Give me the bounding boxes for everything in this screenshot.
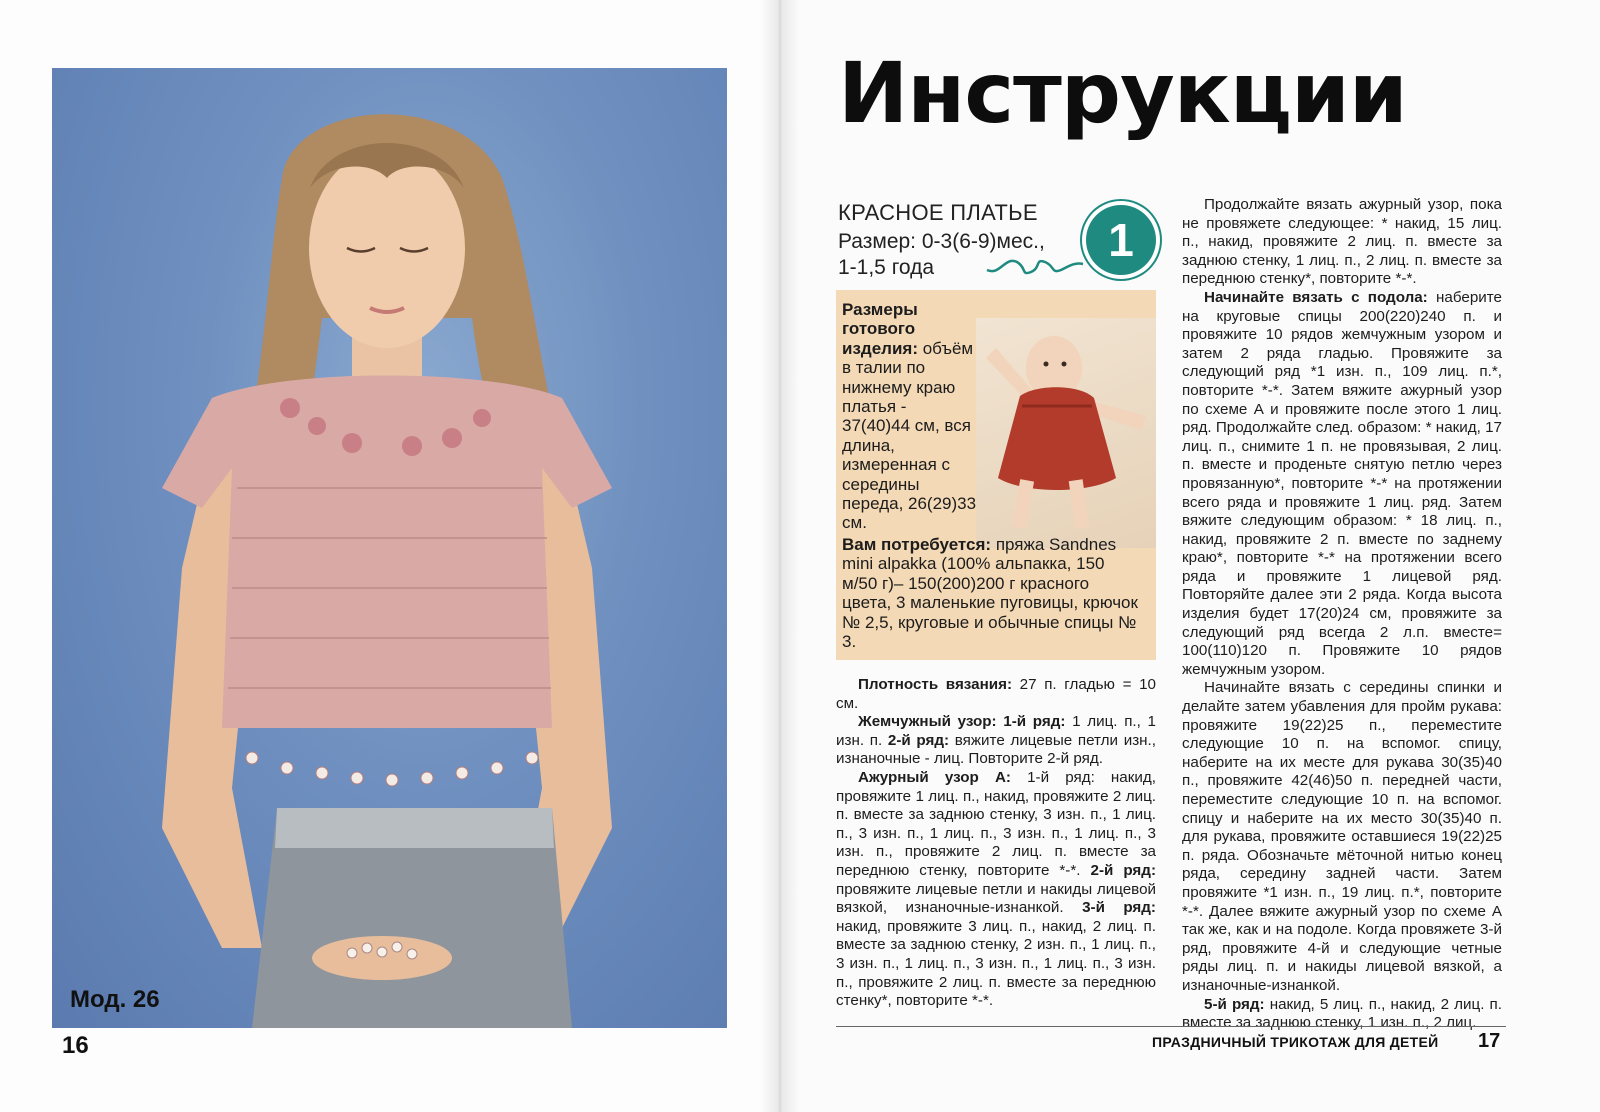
book-gutter [760,0,800,1112]
lace-pattern-paragraph [836,769,1156,1011]
sizes-heading: Размеры готового изделия: [842,300,918,358]
pearl-row2-text: вяжите лицевые петли изн., изнаночные - лиц. Повторите 2-й ряд. [836,731,1156,768]
pattern-size-line1: Размер: 0-3(6-9)мес., [838,230,1045,253]
hem-label: Начинайте вязать с подола: [1204,288,1428,306]
lace-text1: 1-й ряд: накид, провяжите 1 лиц. п., накид, провяжите 2 лиц. п. вместе за заднюю стенку, 3 изн. п., 1 лиц. п., 3 изн. п., 1 лиц. п., 3 изн. п., 1 лиц. п., 3 изн. п., провяжите 2 лиц. п. вместе за переднюю стенку, повторите *-*. [836,768,1156,879]
sizes-text: объём в талии по нижнему краю платья - 37(40)44 см, вся длина, измеренная с середины переда, 26(29)33 см. [842,338,977,533]
pattern-number-badge: 1 [1086,205,1156,275]
row5-text: накид, 5 лиц. п., накид, 2 лиц. п. вместе за заднюю стенку, 1 изн. п., 2 лиц. [1182,995,1502,1032]
page-title: Инструкции [838,44,1407,142]
pearl-row1-text: 1 лиц. п., 1 изн. п. [836,713,1156,749]
materials-heading: Вам потребуется: [842,534,992,554]
model-label: Мод. 26 [70,986,160,1013]
footer-divider [836,1026,1506,1027]
info-box [836,290,1156,660]
pattern-size-line2: 1-1,5 года [838,256,935,279]
pearl-row2-label: 2-й ряд: [887,731,950,749]
lace-row2-text: провяжите лицевые петли и накиды лицевой вязкой, изнаночные-изнанкой. [836,880,1156,917]
instructions-column-right [1182,196,1502,1033]
left-page [0,0,780,1112]
page-number-right: 17 [1478,1030,1501,1052]
pearl-label: Жемчужный узор: [858,713,997,731]
info-text [842,300,1142,651]
pearl-row1-label: 1-й ряд: [1003,713,1066,731]
instructions-column-left [836,676,1156,1011]
model-photo [52,68,727,1028]
magazine-footer-title: ПРАЗДНИЧНЫЙ ТРИКОТАЖ ДЛЯ ДЕТЕЙ [1152,1034,1439,1050]
row5-label: 5-й ряд: [1204,995,1265,1013]
pattern-name: КРАСНОЕ ПЛАТЬЕ [838,200,1038,225]
continue-paragraph: Продолжайте вязать ажурный узор, пока не провяжете следующее: * накид, 15 лиц. п., накид, провяжите 2 лиц. п. вместе за заднюю стенку, 1 лиц. п., 2 лиц. п. вместе за переднюю стенку*, повторите *-*. [1182,196,1502,288]
lace-row2-label: 2-й ряд: [1090,861,1156,879]
hem-text: наберите на круговые спицы 200(220)240 п. и провяжите 10 рядов жемчужным узором и затем 2 ряда гладью. Провяжите за следующий ряд *1 изн. п., 109 лиц. п.*, повторите *-*. Затем вяжите ажурный узор по схеме А и провяжите после этого 1 лиц. ряд. Продолжайте след. образом: * накид, 17 лиц. п., снимите 1 п. не провязывая, 2 лиц. п. вместе и проденьте снятую петлю через провязанную*, повторите *-* на протяжении всего ряда и провяжите 1 лиц. ряд. Затем вяжите следующим образом: * 18 лиц. п., накид, провяжите 2 п. вместе по заднему краю*, повторите *-* на протяжении всего ряда и провяжите 1 лицевой ряд. Повторяйте далее эти 2 ряда. Когда высота изделия будет 17(20)24 см, провяжите за следующий ряд всегда 2 л.п. вместе= 100(110)120 п. Провяжите 10 рядов жемчужным узором. [1182,288,1502,678]
density-text: 27 п. гладью = 10 см. [836,676,1156,712]
page-number-left: 16 [62,1032,89,1059]
pearl-pattern-paragraph [836,713,1156,769]
lace-row3-text: накид, провяжите 3 лиц. п., накид, 2 лиц. п. вместе за заднюю стенку, 2 изн. п., 1 лиц. п., 3 изн. п., 1 лиц. п., 3 изн. п., 1 лиц. п., 3 изн. п., провяжите 2 лиц. п. вместе за переднюю стенку*, повторите *-*. [836,917,1156,1010]
decorative-squiggle-icon [985,248,1085,278]
materials-text: пряжа Sandnes mini alpakka (100% альпакка, 150 м/50 г)– 150(200)200 г красного цвета, 3 маленькие пуговицы, крючок № 2,5, круговые и обычные спицы № 3. [842,534,1138,651]
girl-in-knitted-top-illustration [52,68,727,1028]
density-label: Плотность вязания: [858,676,1013,693]
hem-paragraph [1182,289,1502,679]
density-paragraph [836,676,1156,713]
lace-label: Ажурный узор А: [858,768,1011,786]
back-middle-paragraph: Начинайте вязать с середины спинки и делайте затем убавления для пройм рукава: провяжите 19(22)25 п., переместите следующие 10 п. на вспомог. спицу, наберите на их месте для рукава 30(35)40 п., провяжите 42(46)50 п. передней части, переместите следующие 10 п. на вспомог. спицу и наберите на их место 30(35)40 п. для рукава, провяжите оставшиеся 19(22)25 п. ряда. Обозначьте мёточной нитью конец ряда, середину задней части. Затем провяжите *1 изн. п., 19 лиц. п.*, повторите *-*. Далее вяжите ажурный узор по схеме А так же, как и на подоле. Когда провяжете 3-й ряд, провяжите 4-й и следующие четные ряды лиц. п. и накиды лицевой вязкой, а изнаночные-изнанкой. [1182,679,1502,994]
row5-paragraph [1182,996,1502,1033]
lace-row3-label: 3-й ряд: [1082,899,1156,917]
